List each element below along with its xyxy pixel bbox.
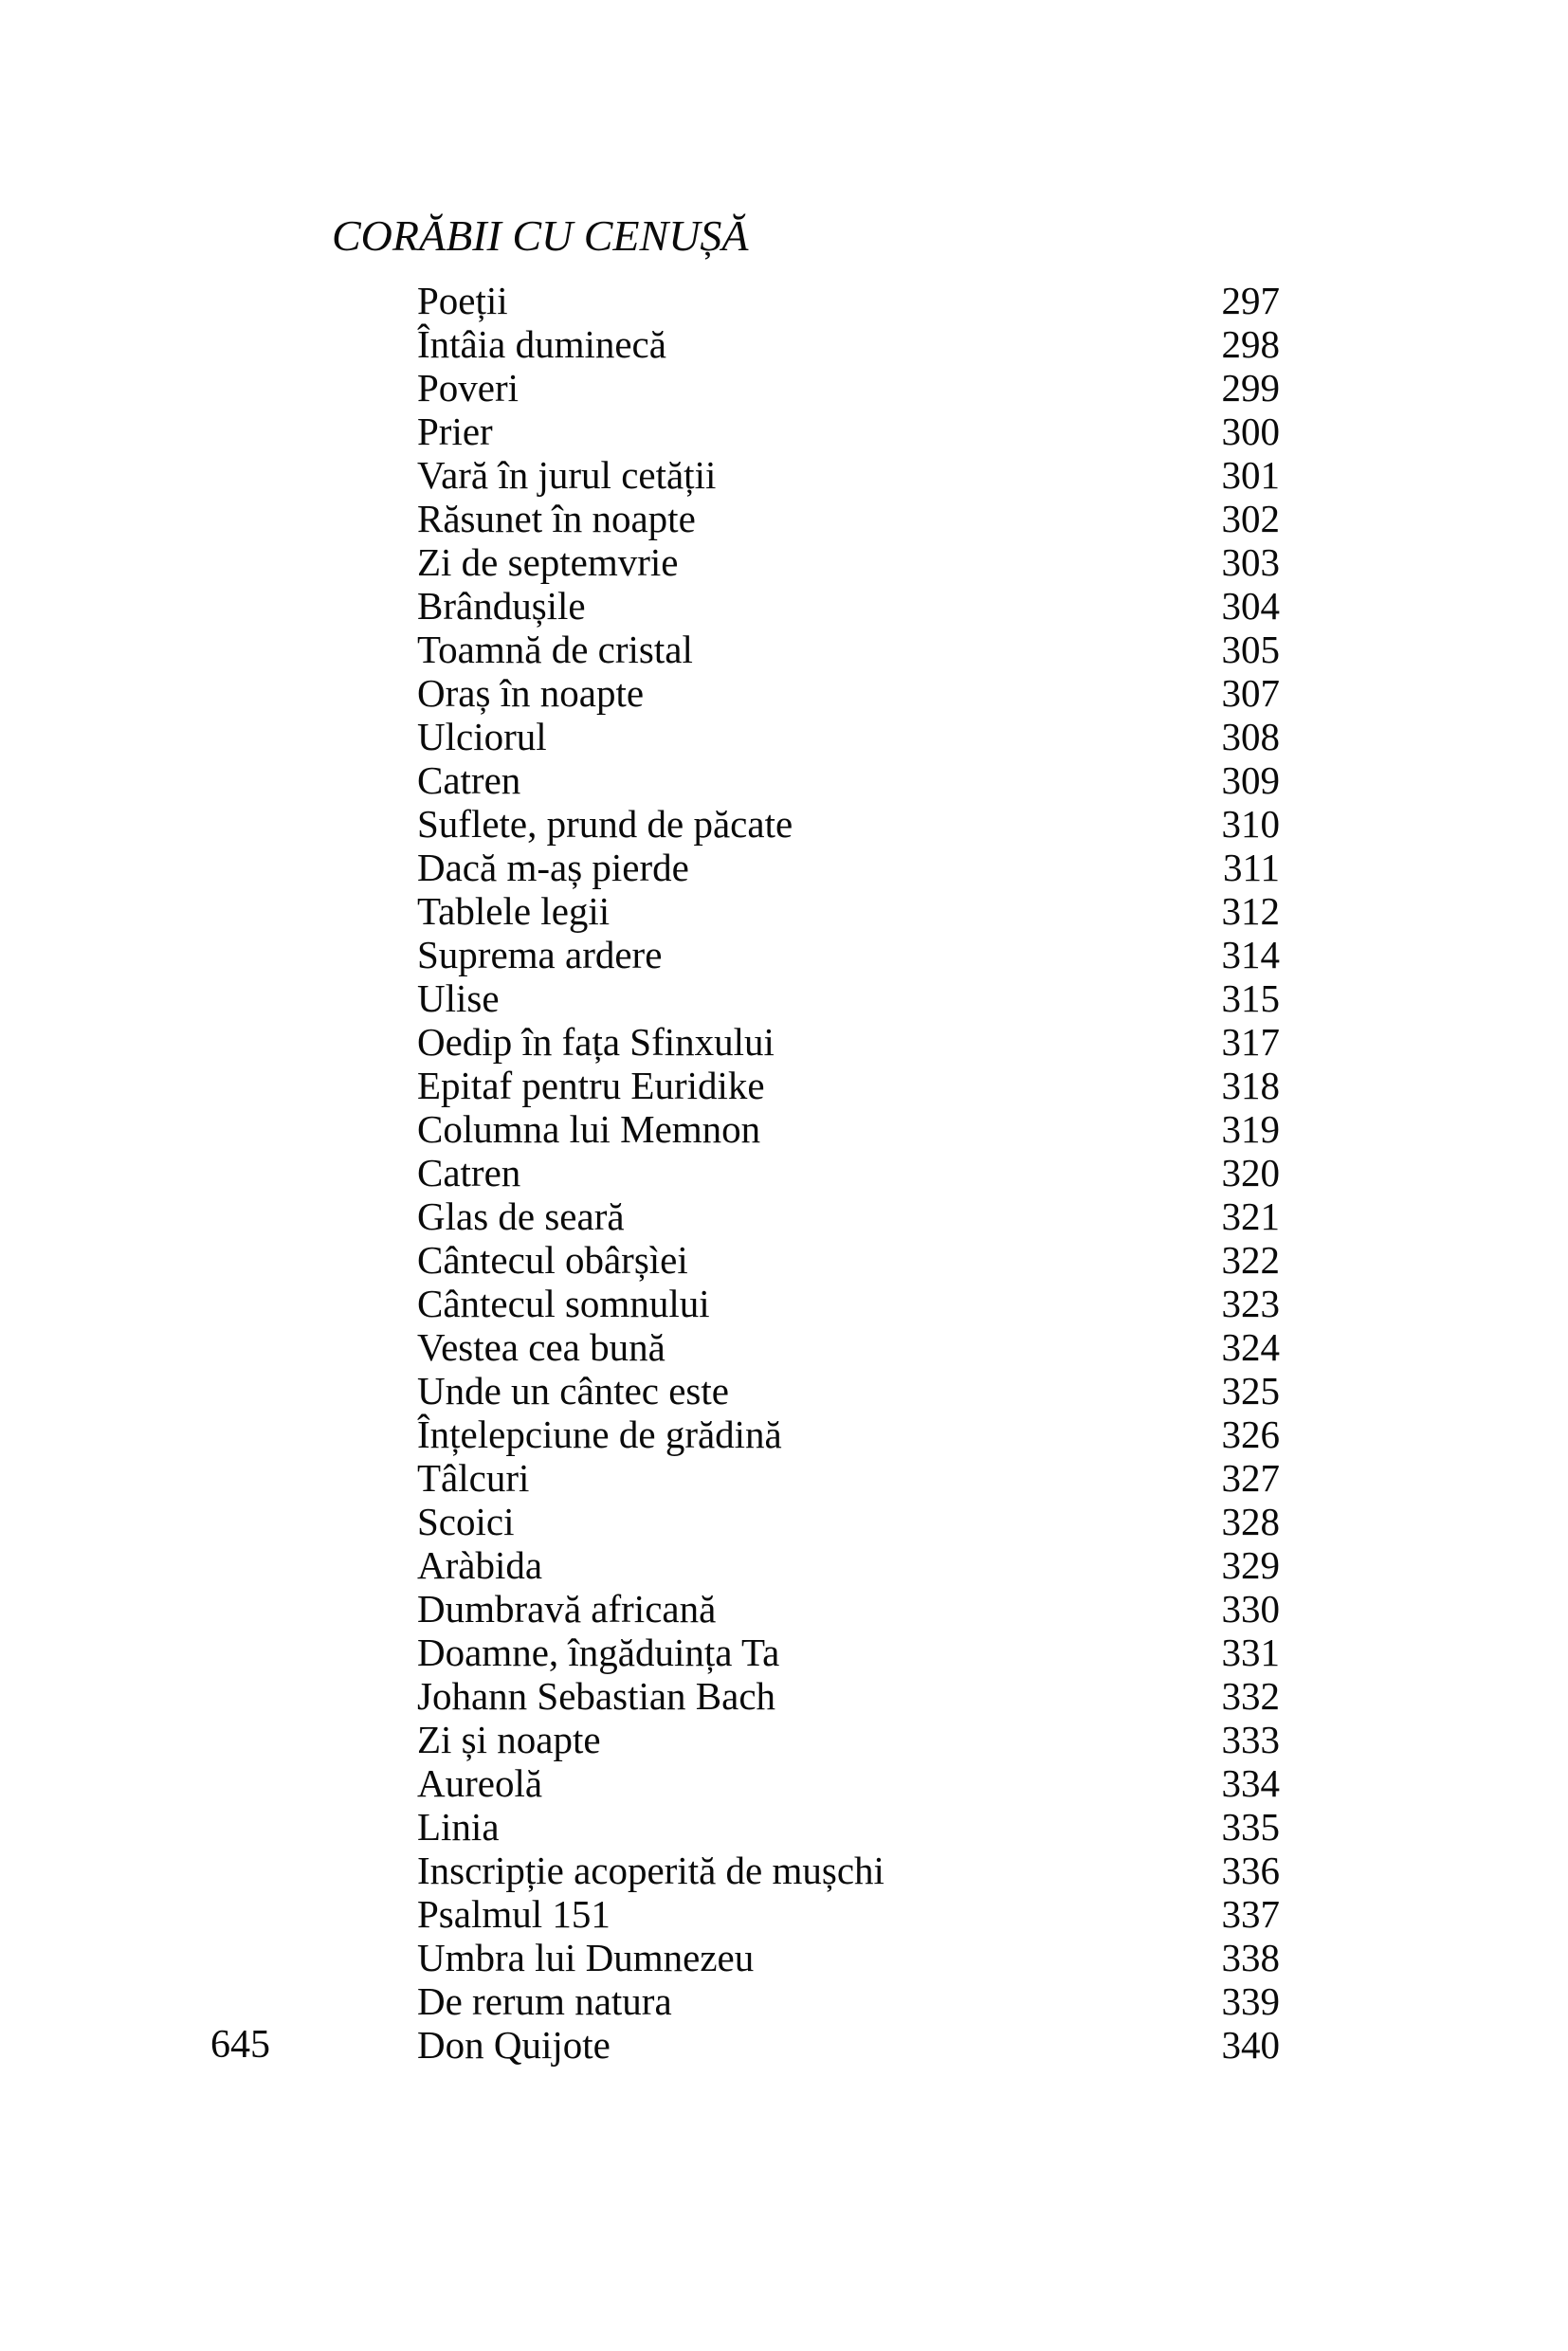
toc-entry-row — [417, 846, 1280, 889]
toc-entry-row — [417, 540, 1280, 584]
toc-entry-title: Inscripție acoperită de mușchi — [417, 1849, 884, 1892]
toc-entry-title: Aureolă — [417, 1761, 543, 1805]
toc-entry-title: Suprema ardere — [417, 933, 663, 976]
toc-entry-title: Epitaf pentru Euridike — [417, 1064, 765, 1107]
toc-entry-page: 329 — [1221, 1543, 1280, 1587]
toc-entry-row — [417, 1543, 1280, 1587]
toc-entry-row — [417, 1151, 1280, 1194]
toc-entry-page: 331 — [1221, 1631, 1280, 1674]
toc-entry-page: 299 — [1221, 366, 1280, 410]
toc-entry-page: 325 — [1221, 1369, 1280, 1412]
toc-entry-row — [417, 322, 1280, 366]
toc-entry-title: Dacă m-aș pierde — [417, 846, 689, 889]
toc-entry-title: Aràbida — [417, 1543, 543, 1587]
toc-entry-page: 335 — [1221, 1805, 1280, 1849]
toc-entry-row — [417, 1805, 1280, 1849]
toc-entry-title: Doamne, îngăduința Ta — [417, 1631, 780, 1674]
toc-entry-page: 334 — [1221, 1761, 1280, 1805]
toc-entry-row — [417, 933, 1280, 976]
toc-entry-page: 308 — [1221, 715, 1280, 758]
toc-entry-title: Poeții — [417, 279, 508, 322]
toc-entry-title: Johann Sebastian Bach — [417, 1674, 776, 1718]
toc-entry-page: 304 — [1221, 584, 1280, 628]
toc-entry-row — [417, 1761, 1280, 1805]
toc-entry-page: 310 — [1221, 802, 1280, 846]
toc-entry-page: 319 — [1221, 1107, 1280, 1151]
toc-entry-row — [417, 1631, 1280, 1674]
toc-entry-row — [417, 1674, 1280, 1718]
toc-entry-page: 337 — [1221, 1892, 1280, 1936]
toc-entry-title: Catren — [417, 758, 521, 802]
toc-entry-row — [417, 1587, 1280, 1631]
toc-entry-page: 324 — [1221, 1325, 1280, 1369]
toc-entry-title: Oedip în fața Sfinxului — [417, 1020, 775, 1064]
toc-entry-row — [417, 976, 1280, 1020]
toc-entry-row — [417, 453, 1280, 497]
toc-entry-row — [417, 1020, 1280, 1064]
toc-entry-row — [417, 1718, 1280, 1761]
toc-entry-title: Cântecul somnului — [417, 1282, 710, 1325]
toc-entry-title: Întâia duminecă — [417, 322, 666, 366]
toc-entry-row — [417, 1936, 1280, 1979]
toc-entry-page: 309 — [1221, 758, 1280, 802]
toc-entry-title: Zi de septemvrie — [417, 540, 679, 584]
toc-entry-row — [417, 1369, 1280, 1412]
toc-entry-page: 300 — [1221, 410, 1280, 453]
toc-entry-page: 305 — [1221, 628, 1280, 671]
toc-entry-title: Linia — [417, 1805, 500, 1849]
toc-entry-row — [417, 497, 1280, 540]
toc-list — [417, 279, 1280, 2067]
toc-entry-page: 326 — [1221, 1412, 1280, 1456]
toc-entry-page: 330 — [1221, 1587, 1280, 1631]
toc-entry-row — [417, 1412, 1280, 1456]
toc-entry-page: 328 — [1221, 1500, 1280, 1543]
toc-entry-row — [417, 1282, 1280, 1325]
toc-entry-page: 297 — [1221, 279, 1280, 322]
section-header: CORĂBII CU CENUȘĂ — [332, 211, 749, 260]
toc-entry-title: Ulise — [417, 976, 500, 1020]
toc-entry-page: 339 — [1221, 1979, 1280, 2023]
toc-entry-title: Vestea cea bună — [417, 1325, 665, 1369]
toc-entry-page: 303 — [1221, 540, 1280, 584]
toc-entry-row — [417, 584, 1280, 628]
toc-entry-title: Dumbravă africană — [417, 1587, 717, 1631]
toc-entry-page: 320 — [1221, 1151, 1280, 1194]
toc-entry-title: Suflete, prund de păcate — [417, 802, 793, 846]
toc-entry-title: Prier — [417, 410, 493, 453]
toc-entry-page: 312 — [1221, 889, 1280, 933]
toc-entry-row — [417, 715, 1280, 758]
toc-entry-title: Columna lui Memnon — [417, 1107, 761, 1151]
toc-entry-row — [417, 1456, 1280, 1500]
toc-entry-row — [417, 279, 1280, 322]
toc-entry-title: Brândușile — [417, 584, 586, 628]
toc-entry-title: Tâlcuri — [417, 1456, 530, 1500]
toc-entry-row — [417, 1064, 1280, 1107]
toc-entry-row — [417, 1849, 1280, 1892]
page-folio: 645 — [210, 2023, 270, 2067]
toc-entry-page: 340 — [1221, 2023, 1280, 2067]
toc-entry-page: 314 — [1221, 933, 1280, 976]
toc-entry-row — [417, 889, 1280, 933]
toc-entry-page: 323 — [1221, 1282, 1280, 1325]
toc-entry-page: 322 — [1221, 1238, 1280, 1282]
toc-entry-row — [417, 802, 1280, 846]
toc-entry-title: Don Quijote — [417, 2023, 611, 2067]
toc-entry-title: Oraș în noapte — [417, 671, 645, 715]
toc-entry-page: 336 — [1221, 1849, 1280, 1892]
toc-entry-page: 311 — [1223, 846, 1280, 889]
toc-entry-page: 315 — [1221, 976, 1280, 1020]
toc-entry-title: Scoici — [417, 1500, 515, 1543]
toc-entry-row — [417, 1194, 1280, 1238]
toc-entry-row — [417, 2023, 1280, 2067]
toc-entry-row — [417, 1979, 1280, 2023]
toc-entry-title: Poveri — [417, 366, 520, 410]
toc-entry-page: 338 — [1221, 1936, 1280, 1979]
toc-entry-title: Catren — [417, 1151, 521, 1194]
toc-entry-row — [417, 366, 1280, 410]
toc-entry-title: Unde un cântec este — [417, 1369, 729, 1412]
toc-entry-title: Răsunet în noapte — [417, 497, 696, 540]
toc-entry-title: Toamnă de cristal — [417, 628, 693, 671]
toc-entry-row — [417, 1892, 1280, 1936]
toc-entry-page: 307 — [1221, 671, 1280, 715]
toc-entry-title: De rerum natura — [417, 1979, 672, 2023]
toc-entry-title: Vară în jurul cetății — [417, 453, 717, 497]
toc-entry-row — [417, 758, 1280, 802]
toc-entry-row — [417, 1325, 1280, 1369]
toc-entry-row — [417, 1500, 1280, 1543]
toc-entry-row — [417, 671, 1280, 715]
toc-entry-page: 298 — [1221, 322, 1280, 366]
toc-entry-title: Ulciorul — [417, 715, 547, 758]
toc-entry-page: 332 — [1221, 1674, 1280, 1718]
toc-entry-page: 301 — [1221, 453, 1280, 497]
toc-entry-title: Tablele legii — [417, 889, 611, 933]
toc-entry-page: 318 — [1221, 1064, 1280, 1107]
toc-entry-title: Psalmul 151 — [417, 1892, 611, 1936]
toc-entry-title: Zi și noapte — [417, 1718, 601, 1761]
toc-entry-title: Înțelepciune de grădină — [417, 1412, 782, 1456]
toc-entry-page: 317 — [1221, 1020, 1280, 1064]
toc-entry-page: 333 — [1221, 1718, 1280, 1761]
toc-entry-row — [417, 1107, 1280, 1151]
toc-entry-page: 302 — [1221, 497, 1280, 540]
toc-entry-row — [417, 410, 1280, 453]
toc-entry-title: Umbra lui Dumnezeu — [417, 1936, 755, 1979]
toc-entry-row — [417, 628, 1280, 671]
toc-entry-row — [417, 1238, 1280, 1282]
toc-entry-title: Glas de seară — [417, 1194, 625, 1238]
toc-entry-title: Cântecul obârșìei — [417, 1238, 688, 1282]
toc-entry-page: 327 — [1221, 1456, 1280, 1500]
toc-entry-page: 321 — [1221, 1194, 1280, 1238]
